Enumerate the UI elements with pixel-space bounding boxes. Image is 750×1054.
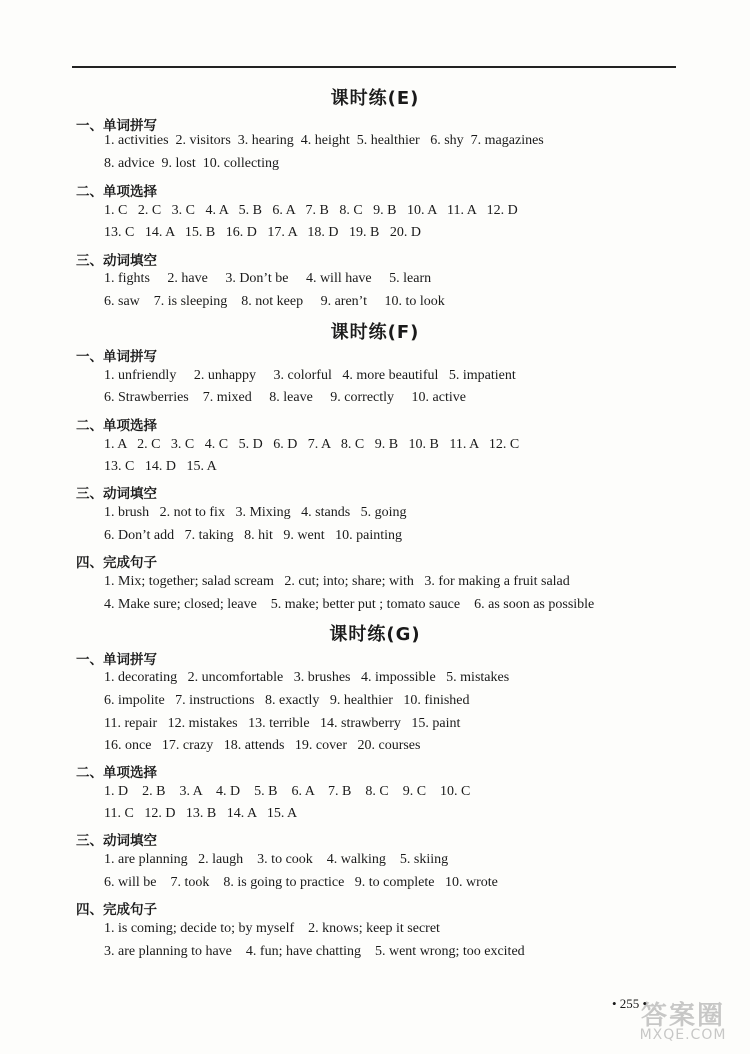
answer-line: 1. fights 2. have 3. Don’t be 4. will have 5. learn xyxy=(104,271,432,286)
answer-line: 6. Don’t add 7. taking 8. hit 9. went 10. painting xyxy=(104,528,402,543)
heading-spelling: 一、单词拼写 xyxy=(76,118,157,134)
heading-choice: 二、单项选择 xyxy=(76,418,157,434)
heading-spelling: 一、单词拼写 xyxy=(76,652,157,668)
answer-line: 6. impolite 7. instructions 8. exactly 9. healthier 10. finished xyxy=(104,693,470,708)
answer-line: 1. activities 2. visitors 3. hearing 4. height 5. healthier 6. shy 7. magazines xyxy=(104,133,544,148)
answer-line: 1. unfriendly 2. unhappy 3. colorful 4. more beautiful 5. impatient xyxy=(104,368,516,383)
answer-line: 1. is coming; decide to; by myself 2. knows; keep it secret xyxy=(104,921,440,936)
answer-line: 16. once 17. crazy 18. attends 19. cover 20. courses xyxy=(104,738,421,753)
answer-line: 1. C 2. C 3. C 4. A 5. B 6. A 7. B 8. C 9. B 10. A 11. A 12. D xyxy=(104,203,518,218)
heading-verb-fill: 三、动词填空 xyxy=(76,486,157,502)
answer-line: 8. advice 9. lost 10. collecting xyxy=(104,156,279,171)
page-number: • 255 • xyxy=(612,996,648,1011)
section-title-e: 课时练(E) xyxy=(330,88,420,109)
heading-choice: 二、单项选择 xyxy=(76,184,157,200)
answer-line: 3. are planning to have 4. fun; have chatting 5. went wrong; too excited xyxy=(104,944,525,959)
answer-line: 1. are planning 2. laugh 3. to cook 4. walking 5. skiing xyxy=(104,852,449,867)
watermark-text: 答案圈 xyxy=(640,1001,725,1031)
answer-line: 11. C 12. D 13. B 14. A 15. A xyxy=(104,806,298,821)
answer-line: 4. Make sure; closed; leave 5. make; better put ; tomato sauce 6. as soon as possible xyxy=(104,597,595,612)
answer-line: 1. brush 2. not to fix 3. Mixing 4. stands 5. going xyxy=(104,505,407,520)
heading-spelling: 一、单词拼写 xyxy=(76,349,157,365)
section-title-f: 课时练(F) xyxy=(330,322,420,343)
watermark-url: MXQE.COM xyxy=(639,1027,727,1043)
top-rule xyxy=(72,66,676,68)
answer-line: 1. decorating 2. uncomfortable 3. brushes 4. impossible 5. mistakes xyxy=(104,670,510,685)
watermark-logo xyxy=(620,995,746,1051)
heading-complete-sentences: 四、完成句子 xyxy=(76,902,157,918)
heading-complete-sentences: 四、完成句子 xyxy=(76,555,157,571)
answer-line: 6. saw 7. is sleeping 8. not keep 9. aren’t 10. to look xyxy=(104,294,445,309)
section-title-g: 课时练(G) xyxy=(329,624,421,645)
answer-line: 11. repair 12. mistakes 13. terrible 14. strawberry 15. paint xyxy=(104,716,461,731)
heading-choice: 二、单项选择 xyxy=(76,765,157,781)
answer-line: 1. A 2. C 3. C 4. C 5. D 6. D 7. A 8. C 9. B 10. B 11. A 12. C xyxy=(104,437,520,452)
answer-line: 1. Mix; together; salad scream 2. cut; into; share; with 3. for making a fruit salad xyxy=(104,574,570,589)
heading-verb-fill: 三、动词填空 xyxy=(76,833,157,849)
answer-line: 6. will be 7. took 8. is going to practice 9. to complete 10. wrote xyxy=(104,875,498,890)
answer-line: 6. Strawberries 7. mixed 8. leave 9. correctly 10. active xyxy=(104,390,466,405)
answer-line: 13. C 14. A 15. B 16. D 17. A 18. D 19. B 20. D xyxy=(104,225,421,240)
answer-line: 13. C 14. D 15. A xyxy=(104,459,217,474)
answer-line: 1. D 2. B 3. A 4. D 5. B 6. A 7. B 8. C 9. C 10. C xyxy=(104,784,471,799)
heading-verb-fill: 三、动词填空 xyxy=(76,253,157,269)
